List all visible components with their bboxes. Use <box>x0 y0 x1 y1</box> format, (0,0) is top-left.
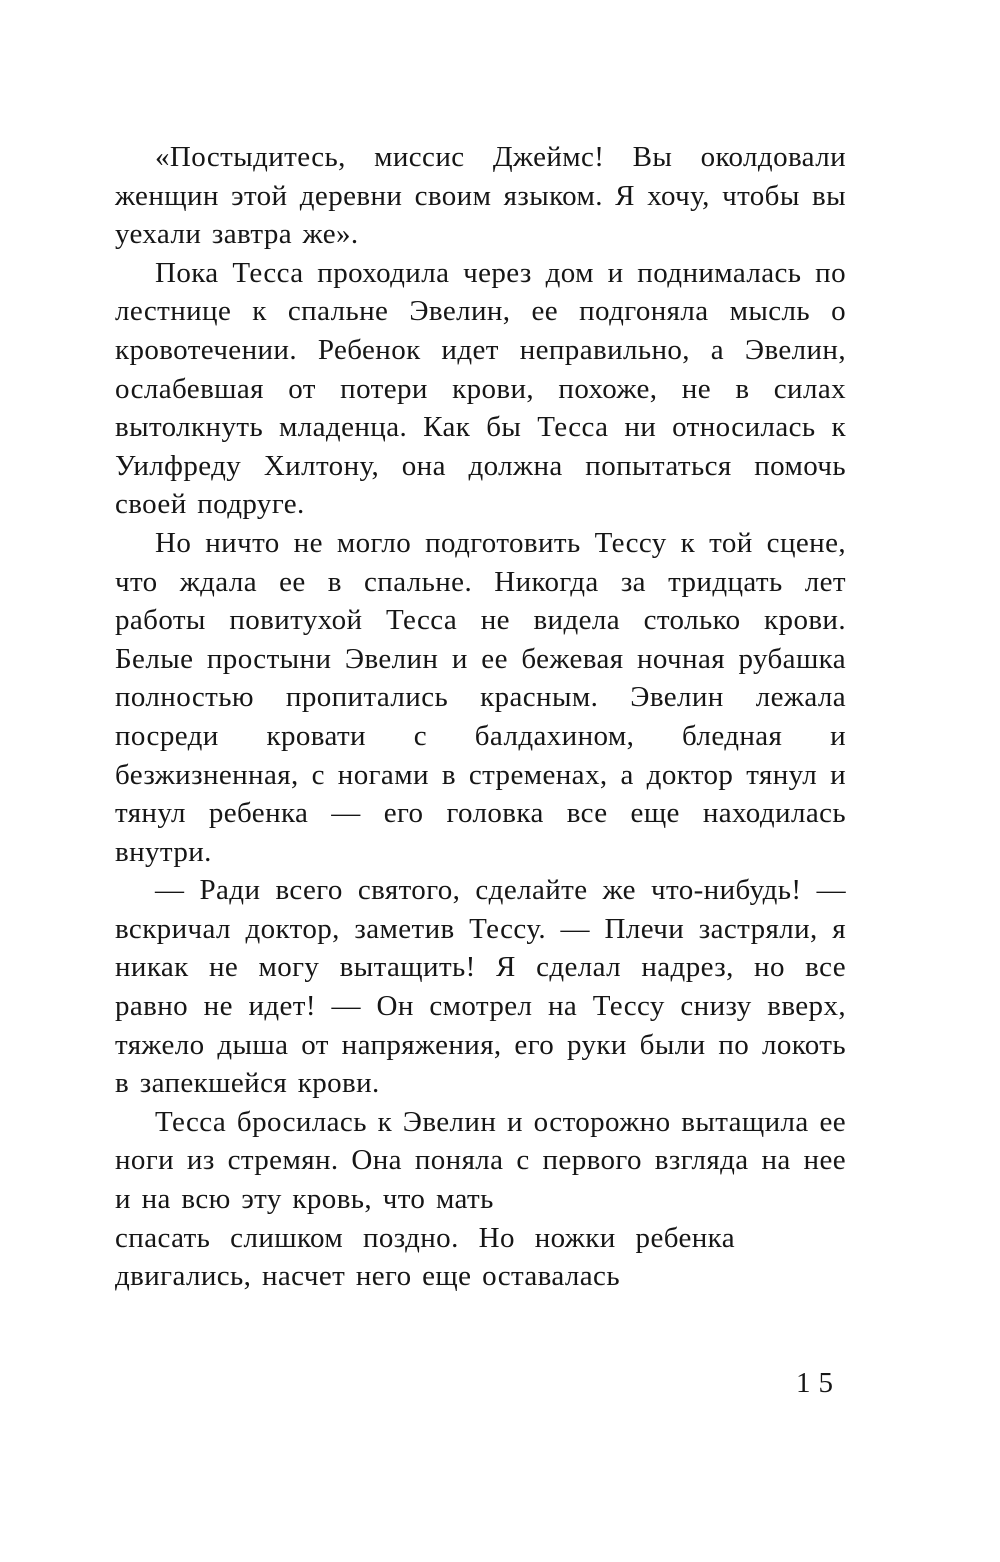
paragraph: — Ради всего святого, сделайте же что-нибудь! — вскричал доктор, заметив Тессу. — Плечи застряли, я никак не могу вытащить! Я сделал надрез, но все равно не идет! — Он смотрел на Тессу снизу вверх, тяжело дыша от напряжения, его руки были по локоть в запекшейся крови. <box>115 874 846 1100</box>
paragraph: спасать слишком поздно. Но ножки ребенка двигались, насчет него еще оставалась <box>115 1221 735 1293</box>
page-number: 15 <box>796 1367 841 1399</box>
text-block <box>115 138 846 1296</box>
paragraph: Но ничто не могло подготовить Тессу к той сцене, что ждала ее в спальне. Никогда за тридцать лет работы повитухой Тесса не видела столько крови. Белые простыни Эвелин и ее бежевая ночная рубашка полностью пропитались красным. Эвелин лежала посреди кровати с балдахином, бледная и безжизненная, с ногами в стременах, а доктор тянул и тянул ребенка — его головка все еще находилась внутри. <box>115 526 846 868</box>
paragraph: Пока Тесса проходила через дом и поднималась по лестнице к спальне Эвелин, ее подгоняла мысль о кровотечении. Ребенок идет неправильно, а Эвелин, ослабевшая от потери крови, похоже, не в силах вытолкнуть младенца. Как бы Тесса ни относилась к Уилфреду Хилтону, она должна попытаться помочь своей подруге. <box>115 256 846 521</box>
paragraph: «Постыдитесь, миссис Джеймс! Вы околдовали женщин этой деревни своим языком. Я хочу, чтобы вы уехали завтра же». <box>115 141 846 251</box>
paragraph: Тесса бросилась к Эвелин и осторожно вытащила ее ноги из стремян. Она поняла с первого взгляда на нее и на всю эту кровь, что мать <box>115 1105 846 1216</box>
